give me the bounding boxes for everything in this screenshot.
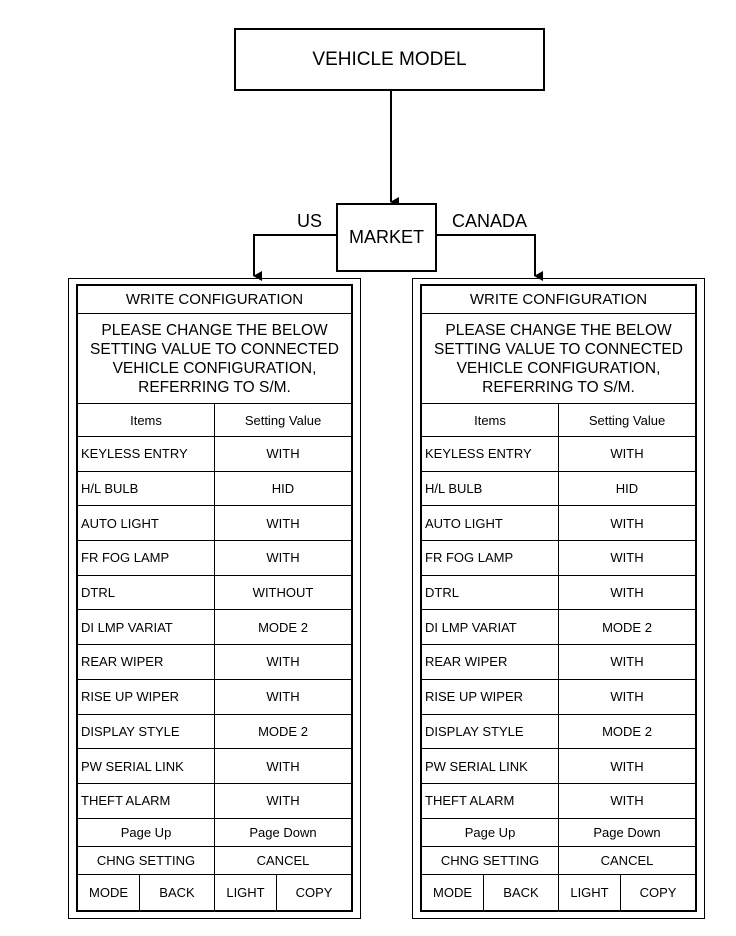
change-setting-button[interactable]: CHNG SETTING	[78, 847, 215, 874]
function-button-row	[78, 875, 351, 910]
setting-item-value: WITH	[266, 515, 300, 531]
page-nav-row	[78, 819, 351, 847]
action-row	[422, 847, 695, 875]
table-row[interactable]	[422, 749, 695, 784]
setting-item-name: REAR WIPER	[78, 645, 215, 679]
vehicle-model-box	[234, 28, 545, 91]
setting-item-name: PW SERIAL LINK	[78, 749, 215, 783]
setting-item-value: HID	[271, 481, 295, 497]
write-configuration-screen-us	[76, 284, 353, 912]
setting-item-name: H/L BULB	[422, 472, 559, 506]
setting-item-name: FR FOG LAMP	[422, 541, 559, 575]
write-configuration-screen-canada	[420, 284, 697, 912]
column-header-setting-value: Setting Value	[244, 412, 322, 428]
page-up-button[interactable]: Page Up	[422, 819, 559, 846]
back-button[interactable]: BACK	[140, 875, 215, 910]
setting-item-value: WITH	[610, 550, 644, 566]
market-label: MARKET	[348, 227, 424, 247]
setting-item-name: KEYLESS ENTRY	[78, 437, 215, 471]
setting-item-name: KEYLESS ENTRY	[422, 437, 559, 471]
cancel-button[interactable]: CANCEL	[600, 852, 654, 868]
table-row[interactable]	[78, 576, 351, 611]
table-row[interactable]	[422, 472, 695, 507]
setting-item-value: WITH	[266, 758, 300, 774]
screen-title: WRITE CONFIGURATION	[422, 286, 695, 314]
setting-item-value: WITH	[610, 793, 644, 809]
column-header-items: Items	[78, 404, 215, 436]
table-row[interactable]	[78, 784, 351, 819]
setting-item-value: WITH	[266, 793, 300, 809]
setting-item-value: WITH	[610, 585, 644, 601]
table-row[interactable]	[422, 645, 695, 680]
screen-panel-us	[68, 278, 361, 919]
page-up-button[interactable]: Page Up	[78, 819, 215, 846]
page-nav-row	[422, 819, 695, 847]
setting-item-name: DISPLAY STYLE	[422, 715, 559, 749]
table-row[interactable]	[78, 472, 351, 507]
instruction-message: PLEASE CHANGE THE BELOW SETTING VALUE TO CONNECTED VEHICLE CONFIGURATION, REFERRING TO S/M.	[78, 314, 351, 404]
setting-item-value: MODE 2	[602, 723, 652, 739]
table-row[interactable]	[78, 680, 351, 715]
setting-item-value: WITH	[266, 654, 300, 670]
setting-item-name: DTRL	[422, 576, 559, 610]
table-row[interactable]	[78, 506, 351, 541]
copy-button[interactable]: COPY	[639, 884, 677, 900]
cancel-button[interactable]: CANCEL	[256, 852, 310, 868]
setting-item-name: DISPLAY STYLE	[78, 715, 215, 749]
setting-item-value: WITH	[610, 689, 644, 705]
setting-item-name: DI LMP VARIAT	[422, 610, 559, 644]
mode-button[interactable]: MODE	[422, 875, 484, 910]
table-row[interactable]	[422, 541, 695, 576]
table-row[interactable]	[78, 715, 351, 750]
instruction-message: PLEASE CHANGE THE BELOW SETTING VALUE TO CONNECTED VEHICLE CONFIGURATION, REFERRING TO S/M.	[422, 314, 695, 404]
light-button[interactable]: LIGHT	[215, 875, 277, 910]
setting-item-value: HID	[615, 481, 639, 497]
setting-item-name: PW SERIAL LINK	[422, 749, 559, 783]
mode-button[interactable]: MODE	[78, 875, 140, 910]
setting-item-name: H/L BULB	[78, 472, 215, 506]
change-setting-button[interactable]: CHNG SETTING	[422, 847, 559, 874]
table-row[interactable]	[78, 437, 351, 472]
branch-label-canada: CANADA	[452, 211, 528, 231]
arrow-market-to-us	[254, 235, 336, 276]
setting-item-name: FR FOG LAMP	[78, 541, 215, 575]
setting-item-name: RISE UP WIPER	[78, 680, 215, 714]
setting-item-value: WITH	[610, 758, 644, 774]
table-row[interactable]	[78, 610, 351, 645]
action-row	[78, 847, 351, 875]
setting-item-name: REAR WIPER	[422, 645, 559, 679]
table-row[interactable]	[78, 749, 351, 784]
back-button[interactable]: BACK	[484, 875, 559, 910]
setting-item-name: THEFT ALARM	[422, 784, 559, 818]
setting-item-name: AUTO LIGHT	[422, 506, 559, 540]
setting-item-value: WITH	[266, 446, 300, 462]
page-down-button[interactable]: Page Down	[249, 824, 317, 840]
setting-item-value: WITH	[610, 446, 644, 462]
table-header	[422, 404, 695, 437]
table-row[interactable]	[422, 506, 695, 541]
table-row[interactable]	[78, 645, 351, 680]
market-decision-box	[336, 203, 437, 272]
table-row[interactable]	[422, 715, 695, 750]
screen-title: WRITE CONFIGURATION	[78, 286, 351, 314]
setting-item-value: WITH	[266, 689, 300, 705]
table-row[interactable]	[422, 437, 695, 472]
setting-item-name: DTRL	[78, 576, 215, 610]
table-row[interactable]	[422, 784, 695, 819]
table-row[interactable]	[78, 541, 351, 576]
table-row[interactable]	[422, 576, 695, 611]
column-header-setting-value: Setting Value	[588, 412, 666, 428]
setting-item-value: MODE 2	[602, 619, 652, 635]
setting-item-name: THEFT ALARM	[78, 784, 215, 818]
branch-label-us: US	[297, 211, 323, 231]
table-header	[78, 404, 351, 437]
column-header-items: Items	[422, 404, 559, 436]
setting-item-value: MODE 2	[258, 723, 308, 739]
setting-item-value: WITH	[610, 654, 644, 670]
table-row[interactable]	[422, 610, 695, 645]
copy-button[interactable]: COPY	[295, 884, 333, 900]
setting-item-name: RISE UP WIPER	[422, 680, 559, 714]
arrow-market-to-canada	[437, 235, 535, 276]
setting-item-value: WITH	[610, 515, 644, 531]
page-down-button[interactable]: Page Down	[593, 824, 661, 840]
screen-panel-canada	[412, 278, 705, 919]
setting-item-name: AUTO LIGHT	[78, 506, 215, 540]
setting-item-name: DI LMP VARIAT	[78, 610, 215, 644]
light-button[interactable]: LIGHT	[559, 875, 621, 910]
table-row[interactable]	[422, 680, 695, 715]
setting-item-value: WITH	[266, 550, 300, 566]
function-button-row	[422, 875, 695, 910]
vehicle-model-label: VEHICLE MODEL	[312, 48, 467, 70]
setting-item-value: WITHOUT	[252, 585, 314, 601]
setting-item-value: MODE 2	[258, 619, 308, 635]
